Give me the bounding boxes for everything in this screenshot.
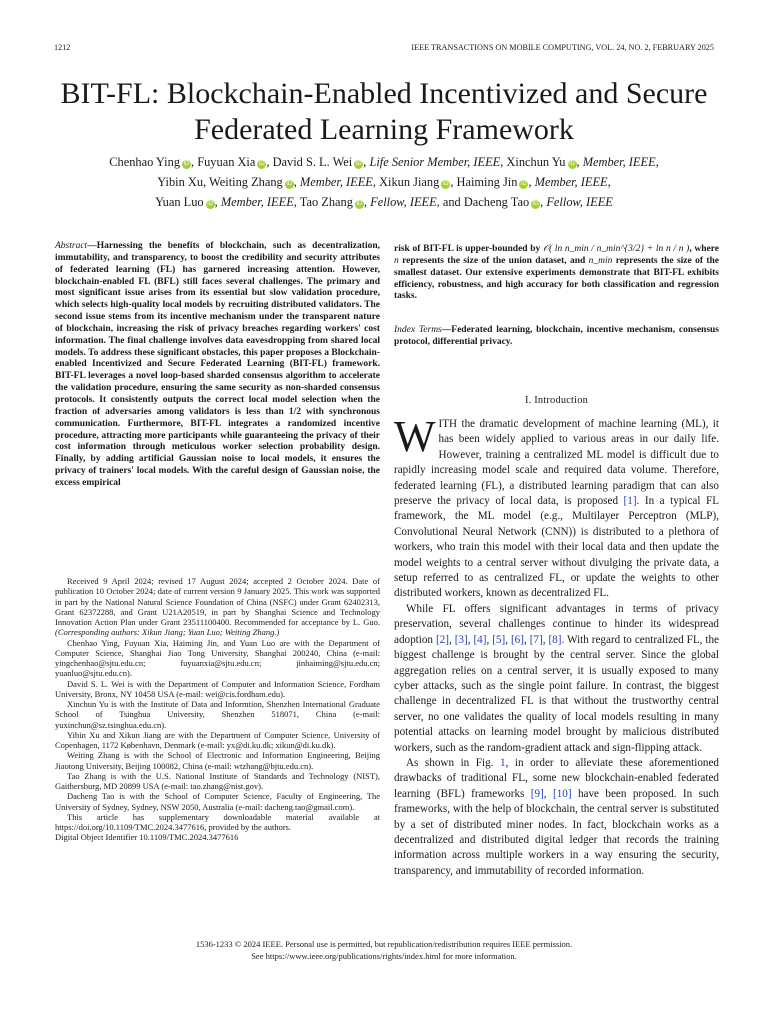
author-name: David S. L. Wei (272, 155, 353, 169)
paragraph-text: , in order to alleviate these aforementioned drawbacks of traditional FL, some new blockchain-enabled federated learning (BFL) frameworks (394, 756, 719, 800)
author-name: Yuan Luo (155, 195, 204, 209)
math-expression: 𝒪( ln n_min / n_min^{3/2} + ln n / n ) (542, 244, 690, 254)
orcid-icon[interactable]: iD (259, 161, 265, 167)
orcid-icon[interactable]: iD (442, 181, 449, 187)
paper-title (0, 76, 768, 148)
orcid-icon[interactable]: iD (207, 201, 213, 207)
citation-link[interactable]: [10] (553, 787, 572, 800)
footnote-affiliation: Weiting Zhang is with the School of Electronic and Information Engineering, Beijing Jiaotong University, Beijing 100082, China (e-mail: wtzhang@bjtu.edu.cn). (55, 750, 380, 771)
author-affiliation: Member, IEEE (299, 175, 373, 189)
title-line-2: Federated Learning Framework (194, 113, 574, 146)
abstract (55, 241, 380, 490)
citation-link[interactable]: [2] (435, 633, 449, 646)
author-name: Fuyuan Xia (197, 155, 256, 169)
footnote-affiliation: Chenhao Ying, Fuyuan Xia, Haiming Jin, and Yuan Luo are with the Department of Computer Science, Shanghai Jiao Tong University, Shanghai 200240, China (e-mail: yingchenhao@sjtu.edu.cn; fuyuanxia@sjtu.edu.cn; jinhaiming@sjtu.edu.cn; yuanluo@sjtu.edu.cn). (55, 637, 380, 679)
author-affiliation: Member, IEEE (220, 195, 294, 209)
abstract-text-continued: risk of BIT-FL is upper-bounded by (394, 244, 543, 254)
abstract-text-continued: , where (689, 244, 720, 254)
abstract-text: —Harnessing the benefits of blockchain, such as decentralization, immutability, and transparency, to boost the credibility and security attributes of federated learning (FL) has garnered increasing attention. However, blockchain-enabled FL (BFL) still faces several challenges. The primary and most significant issue arises from its essential but slow validation procedure, which selects high-quality local models by recruiting distributed validators. The second issue stems from its incentive mechanism under the transparent nature of blockchain, increasing the risk of privacy breaches regarding workers' cost information. The final challenge involves data eavesdropping from shared local models. To address these significant obstacles, this paper proposes a Blockchain-enabled Incentivized and Secure Federated Learning (BIT-FL) framework. BIT-FL leverages a novel loop-based sharded consensus algorithm to accelerate the validation procedure, ensuring the same security as non-sharded consensus protocols. It consistently outputs the correct local model selection when the fraction of adversaries among validators is less than 1/2 with synchronous communication. Furthermore, BIT-FL integrates a randomized incentive procedure, attracting more participants while guaranteeing the privacy of their cost information through meticulous worker selection probability design. Finally, by adding artificial Gaussian noise to local models, it ensures the privacy of trainers' local models. With the careful design of Gaussian noise, the excess empirical (55, 241, 380, 488)
orcid-icon[interactable]: iD (532, 201, 539, 207)
footnote-affiliation: Dacheng Tao is with the School of Computer Science, Faculty of Engineering, The University of Sydney, Sydney, NSW 2050, Australia (e-mail: dacheng.tao@gmail.com). (55, 791, 380, 812)
copyright-line: 1536-1233 © 2024 IEEE. Personal use is permitted, but republication/redistribution requires IEEE permission. (195, 939, 573, 949)
introduction-body (394, 412, 719, 879)
paragraph-text: ITH the dramatic development of machine learning (ML), it has been widely applied to various areas in our daily life. However, training a centralized ML model is difficult due to rapidly increasing model scale and required data volume. Therefore, federated learning (FL), a distributed learning paradigm that can also preserve the privacy of local data, is proposed (394, 418, 719, 508)
footnote-affiliation: Yibin Xu and Xikun Jiang are with the Department of Computer Science, University of Copenhagen, 1172 København, Denmark (e-mail: yx@di.ku.dk; xikun@di.ku.dk). (55, 729, 380, 750)
author-name: Xinchun Yu (506, 155, 566, 169)
abstract-text-continued: represents the size of the union dataset, and (398, 255, 589, 266)
orcid-icon[interactable]: iD (521, 181, 527, 187)
abstract-text-continued: represents the size of the smallest dataset. Our extensive experiments demonstrate that BIT-FL exhibits efficiency, robustness, and high accuracy for both classification and regression tasks. (394, 255, 719, 302)
section-heading: I. Introduction (524, 395, 589, 406)
author-affiliation: Life Senior Member, IEEE (369, 155, 501, 169)
citation-link[interactable]: [4] (473, 633, 487, 646)
citation-link[interactable]: [6] (510, 633, 524, 646)
footnotes (55, 576, 380, 843)
paragraph-text: As shown in Fig. (406, 756, 500, 769)
math-variable: n_min (588, 255, 613, 266)
author-affiliation: Member, IEEE (582, 155, 656, 169)
footnote-corresponding: (Corresponding authors: Xikun Jiang; Yuan Luo; Weiting Zhang.) (55, 627, 280, 638)
author-affiliation: Fellow, IEEE (546, 195, 613, 209)
footnote-supplementary: This article has supplementary downloadable material available at https://doi.org/10.1109/TMC.2024.3477616, provided by the authors. (55, 811, 380, 832)
copyright-line: See https://www.ieee.org/publications/rights/index.html for more information. (251, 951, 517, 961)
footnote-received: Received 9 April 2024; revised 17 August 2024; accepted 2 October 2024. Date of publication 10 October 2024; date of current version 9 January 2025. This work was supported in part by the National Natural Science Foundation of China (NSFC) under Grant 62402313, Grant 62372288, and Grant U21A20519, in part by Shanghai Science and Technology Innovation Action Plan under Grant 23511100400. Recommended for acceptance by L. Guo. (55, 576, 380, 627)
citation-link[interactable]: [9] (530, 787, 544, 800)
dropcap: W (394, 412, 436, 461)
paragraph-text: . With regard to centralized FL, the biggest challenge is brought by the central server. Since the global aggregation relies on a central server, it is usually exposed to many cyber attacks, such as the single point failure. In contrast, the biggest challenge in decentralized FL is that without the trustworthy central server, no one validates the quality of local models resulting in many potential attacks on learning model brought by malicious distributed workers, such as the random-gradient attack and sign-flipping attack. (394, 633, 719, 754)
math-variable: n (394, 255, 399, 266)
footnote-affiliation: Tao Zhang is with the U.S. National Institute of Standards and Technology (NIST), Gaithersburg, MD 20899 USA (e-mail: tao.zhang@nist.gov). (55, 770, 380, 791)
running-header: IEEE TRANSACTIONS ON MOBILE COMPUTING, VOL. 24, NO. 2, FEBRUARY 2025 (411, 43, 714, 52)
author-affiliation: Member, IEEE (534, 175, 608, 189)
orcid-icon[interactable]: iD (569, 161, 575, 167)
paragraph: As shown in Fig. 1, in order to alleviate these aforementioned drawbacks of traditional FL, some new blockchain-enabled federated learning (BFL) frameworks [9], [10] have been proposed. In such frameworks, with the help of blockchain, the central server is substituted by a set of distributed miner nodes. In fact, blockchain works as a decentralized and distributed digital ledger that records the training information across multiple workers in a way ensuring the security, transparency, and immutability of recorded information. (394, 756, 719, 877)
index-terms-text: —Federated learning, blockchain, incentive mechanism, consensus protocol, differential privacy. (394, 325, 719, 347)
footnote-affiliation: David S. L. Wei is with the Department of Computer and Information Science, Fordham University, Bronx, NY 10458 USA (e-mail: wei@cis.fordham.edu). (55, 678, 380, 699)
author-name: Haiming Jin (456, 175, 518, 189)
abstract-continued (394, 244, 719, 303)
footnote-doi: Digital Object Identifier 10.1109/TMC.2024.3477616 (55, 832, 239, 843)
paragraph-text: . In a typical FL framework, the ML model (e.g., Multilayer Perceptron (MLP), Convolutional Neural Network (CNN)) is distributed to a plethora of workers, who train this model with their local data and then update the model weights to a central server without divulging the private data, a setup referred to as centralized FL, or update the weights to other distributed workers, known as decentralized FL. (394, 495, 719, 600)
abstract-label: Abstract (55, 241, 88, 251)
orcid-icon[interactable]: iD (286, 181, 293, 187)
index-terms-label: Index Terms (394, 325, 442, 335)
orcid-icon[interactable]: iD (355, 161, 362, 167)
paragraph-text: While FL offers significant advantages in terms of privacy preservation, several challenges continue to hinder its widespread adoption (394, 602, 719, 646)
citation-link[interactable]: [1] (623, 495, 637, 508)
copyright-notice (0, 938, 768, 962)
title-line-1: BIT-FL: Blockchain-Enabled Incentivized and Secure (60, 77, 708, 110)
citation-link[interactable]: [3] (454, 633, 468, 646)
citation-link[interactable]: [5] (492, 633, 506, 646)
author-list: Chenhao Ying iD , Fuyuan Xia iD , David S. L. Wei iD , Life Senior Member, IEEE, Xinchun Yu iD , Member, IEEE, Yibin Xu, Weiting Zhang iD , Member, IEEE, Xikun Jiang iD , Haiming Jin iD , Member, IEEE, Yuan Luo iD , Member, IEEE, Tao Zhang iD , Fellow, IEEE, and Dacheng Tao iD , Fellow, IEEE (109, 155, 659, 209)
paragraph: While FL offers significant advantages in terms of privacy preservation, several challenges continue to hinder its widespread adoption [2], [3], [4], [5], [6], [7], [8]. With regard to centralized FL, the biggest challenge is brought by the central server. Since the global aggregation relies on a central server, it is usually exposed to many cyber attacks, such as the single point failure. In contrast, the biggest challenge in decentralized FL is that without the trustworthy central server, no one validates the quality of local models resulting in many potential attacks on learning model brought by malicious distributed workers, such as the random-gradient attack and sign-flipping attack. (394, 602, 719, 754)
orcid-icon[interactable]: iD (183, 161, 190, 167)
paragraph-text: have been proposed. In such frameworks, with the help of blockchain, the central server is substituted by a set of distributed miner nodes. In fact, blockchain works as a decentralized and distributed digital ledger that records the training information across multiple workers in a way ensuring the security, transparency, and immutability of recorded information. (394, 787, 719, 877)
author-name: Xikun Jiang (379, 175, 440, 189)
author-name: Yibin Xu (157, 175, 204, 189)
author-name: Weiting Zhang (209, 175, 283, 189)
citation-link[interactable]: [8] (548, 633, 562, 646)
index-terms (394, 325, 719, 349)
page-number: 1212 (54, 43, 71, 52)
figure-link[interactable]: 1 (499, 756, 506, 769)
author-name: Dacheng Tao (463, 195, 530, 209)
footnote-affiliation: Xinchun Yu is with the Institute of Data and Informtion, Shenzhen International Graduate School of Tsinghua University, Shenzhen 518071, China (e-mail: yuxinchun@sz.tsinghua.edu.cn). (55, 699, 380, 730)
author-affiliation: Fellow, IEEE (370, 195, 437, 209)
author-name: Chenhao Ying (109, 155, 181, 169)
author-name: Tao Zhang (299, 195, 353, 209)
orcid-icon[interactable]: iD (356, 201, 363, 207)
paragraph (394, 412, 719, 602)
citation-link[interactable]: [7] (529, 633, 543, 646)
